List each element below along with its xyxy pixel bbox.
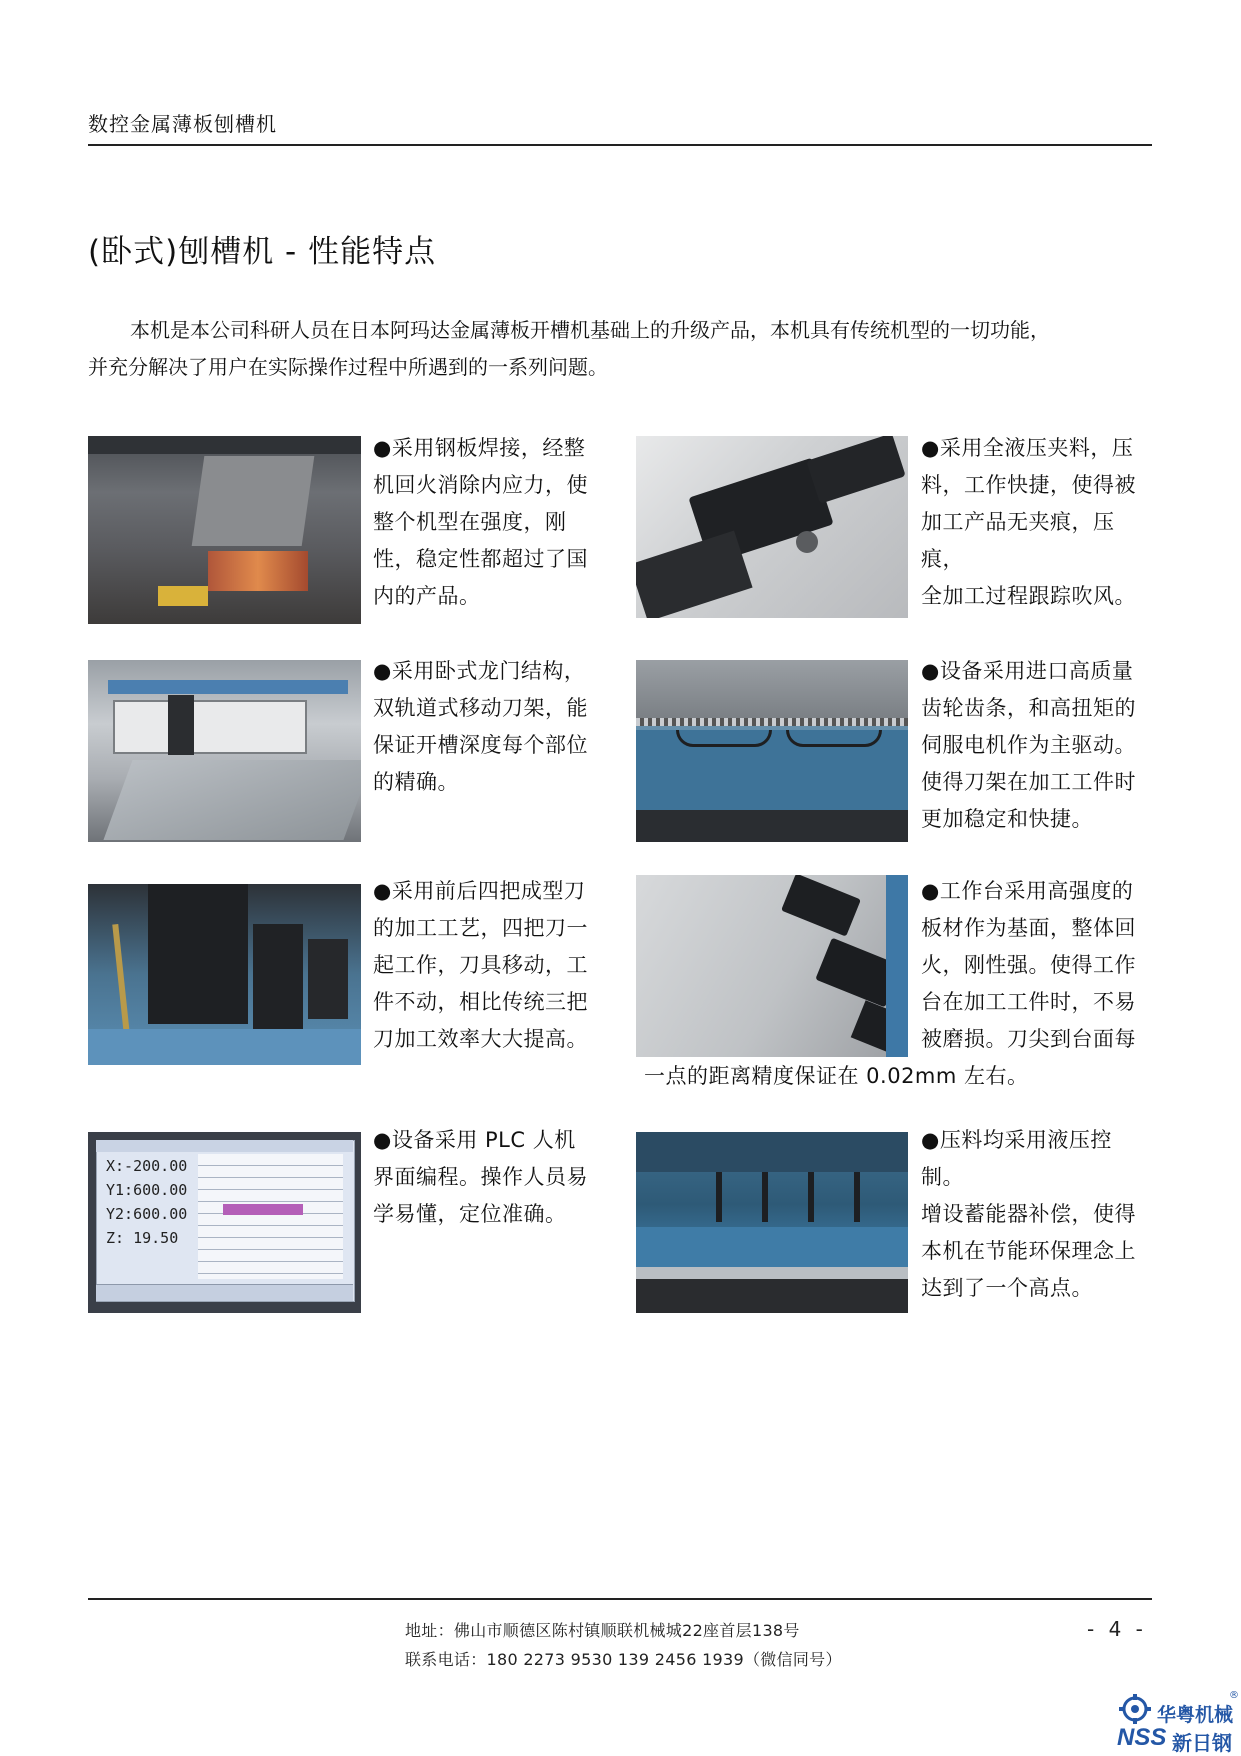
header-divider: [88, 144, 1152, 146]
photo-welding-workshop: [88, 436, 361, 624]
feature-line: 本机在节能环保理念上: [921, 1239, 1136, 1263]
feature-line: 起工作，刀具移动，工: [373, 953, 588, 977]
plc-readout-z: Z: 19.50: [106, 1229, 179, 1247]
feature-worktable: [921, 873, 1153, 1058]
feature-gear-rack: [921, 653, 1153, 838]
brand-name: 华粤机械: [1157, 1704, 1234, 1726]
photo-four-cutters: [88, 884, 361, 1065]
header-title: 数控金属薄板刨槽机: [88, 112, 277, 136]
feature-line: 板材作为基面，整体回: [921, 916, 1136, 940]
feature-line: 件不动，相比传统三把: [373, 990, 588, 1014]
feature-line: 机回火消除内应力，使: [373, 473, 588, 497]
feature-hydraulic-control: [921, 1122, 1153, 1307]
feature-line: ●设备采用进口高质量: [921, 659, 1134, 683]
feature-line: ●采用钢板焊接，经整: [373, 436, 586, 460]
feature-line: 刀加工效率大大提高。: [373, 1027, 588, 1051]
feature-line: ●设备采用 PLC 人机: [373, 1128, 576, 1152]
feature-line: 的加工工艺，四把刀一: [373, 916, 588, 940]
intro-line-2: 并充分解决了用户在实际操作过程中所遇到的一系列问题。: [88, 355, 608, 379]
registered-mark: ®: [1229, 1690, 1239, 1701]
section-title: (卧式)刨槽机 - 性能特点: [88, 234, 437, 270]
feature-line: 火，刚性强。使得工作: [921, 953, 1136, 977]
feature-welding: [373, 430, 605, 615]
photo-worktable: [636, 875, 908, 1057]
feature-line: ●采用前后四把成型刀: [373, 879, 586, 903]
feature-line: 使得刀架在加工工件时: [921, 770, 1136, 794]
feature-line: 达到了一个高点。: [921, 1276, 1093, 1300]
photo-plc-screen: [88, 1132, 361, 1313]
feature-line: 性，稳定性都超过了国: [373, 547, 588, 571]
footer-divider: [88, 1598, 1152, 1600]
feature-four-cutters: [373, 873, 605, 1058]
nss-logo: NSS: [1117, 1724, 1167, 1751]
feature-line: 内的产品。: [373, 584, 481, 608]
feature-line: 的精确。: [373, 770, 459, 794]
feature-hydraulic-clamp: [921, 430, 1153, 615]
feature-line: ●采用卧式龙门结构，: [373, 659, 586, 683]
feature-line: ●压料均采用液压控制。: [921, 1128, 1112, 1189]
brand-logo-icon: [1117, 1694, 1153, 1724]
feature-line: 增设蓄能器补偿，使得: [921, 1202, 1136, 1226]
feature-line: 加工产品无夹痕，压痕，: [921, 510, 1115, 571]
feature-line: 双轨道式移动刀架，能: [373, 696, 588, 720]
feature-line: 齿轮齿条，和高扭矩的: [921, 696, 1136, 720]
feature-line: 更加稳定和快捷。: [921, 807, 1093, 831]
plc-readout-x: X:-200.00: [106, 1157, 188, 1175]
photo-hydraulic-clamp: [636, 436, 908, 618]
intro-line-1: 本机是本公司科研人员在日本阿玛达金属薄板开槽机基础上的升级产品，本机具有传统机型的一切功能，: [130, 318, 1050, 342]
feature-worktable-tail: 一点的距离精度保证在 0.02mm 左右。: [644, 1064, 1029, 1088]
feature-line: 台在加工工件时，不易: [921, 990, 1136, 1014]
feature-line: ●工作台采用高强度的: [921, 879, 1134, 903]
feature-line: 被磨损。刀尖到台面每: [921, 1027, 1136, 1051]
feature-line: 保证开槽深度每个部位: [373, 733, 588, 757]
feature-line: 界面编程。操作人员易: [373, 1165, 588, 1189]
plc-readout-y1: Y1:600.00: [106, 1181, 188, 1199]
nss-brand-name: 新日钢: [1172, 1731, 1232, 1755]
intro-paragraph: [88, 312, 1150, 386]
feature-line: 伺服电机作为主驱动。: [921, 733, 1136, 757]
feature-gantry: [373, 653, 605, 801]
photo-hydraulic-lines: [636, 1132, 908, 1313]
feature-line: 整个机型在强度，刚: [373, 510, 567, 534]
plc-readout-y2: Y2:600.00: [106, 1205, 188, 1223]
feature-line: 全加工过程跟踪吹风。: [921, 584, 1136, 608]
feature-line: 学易懂，定位准确。: [373, 1202, 567, 1226]
page-number: - 4 -: [1087, 1617, 1147, 1641]
photo-gear-rack: [636, 660, 908, 842]
footer-phone: 联系电话：180 2273 9530 139 2456 1939（微信同号）: [405, 1650, 842, 1669]
feature-line: ●采用全液压夹料，压: [921, 436, 1134, 460]
footer-address: 地址：佛山市顺德区陈村镇顺联机械城22座首层138号: [405, 1621, 800, 1640]
feature-plc: [373, 1122, 605, 1233]
feature-line: 料，工作快捷，使得被: [921, 473, 1136, 497]
photo-gantry-structure: [88, 660, 361, 842]
